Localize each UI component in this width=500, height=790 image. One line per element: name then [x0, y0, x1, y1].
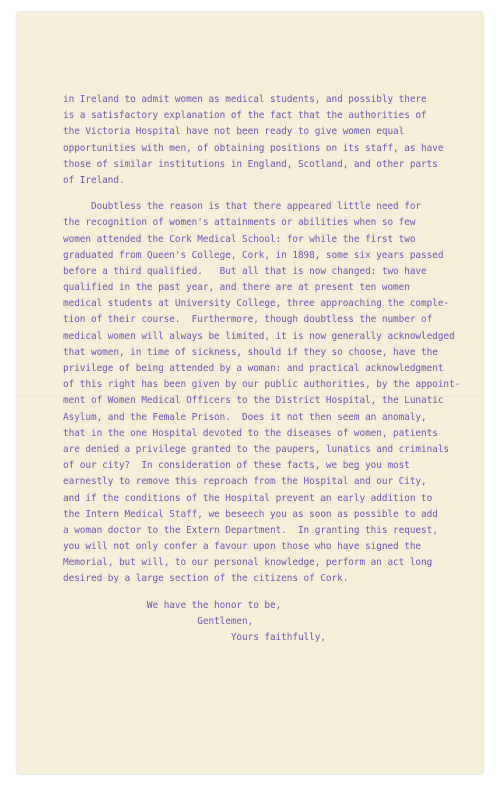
- closing-line-salutation: Gentlemen,: [63, 615, 254, 627]
- text-line: medical women will always be limited, it is now generally acknowledged: [63, 330, 455, 342]
- text-line: that in the one Hospital devoted to the diseases of women, patients: [63, 427, 438, 439]
- text-line: privilege of being attended by a woman: and practical acknowledgment: [63, 363, 444, 374]
- text-line: you will not only confer a favour upon those who have signed the: [63, 541, 422, 553]
- text-line: in Ireland to admit women as medical students, and possibly there: [63, 94, 427, 105]
- text-line: are denied a privilege granted to the paupers, lunatics and criminals: [63, 443, 450, 455]
- text-line: Doubtless the reason is that there appeared little need for: [63, 201, 422, 213]
- closing-line-honor: We have the honor to be,: [63, 599, 282, 611]
- paragraph-gap: [63, 189, 473, 199]
- text-line: the Victoria Hospital have not been ready to give women equal: [63, 126, 405, 138]
- text-line: tion of their course. Furthermore, though doubtless the number of: [63, 314, 433, 326]
- text-line: opportunities with men, of obtaining positions on its staff, as have: [63, 142, 444, 154]
- text-line: Memorial, but will, to our personal knowledge, perform an act long: [63, 557, 433, 569]
- text-line: of Ireland.: [63, 174, 125, 186]
- text-line: Asylum, and the Female Prison. Does it not then seem an anomaly,: [63, 411, 427, 423]
- closing-line-signoff: Yours faithfully,: [63, 632, 326, 643]
- letter-page: [17, 12, 483, 774]
- text-line: earnestly to remove this reproach from the Hospital and our City,: [63, 476, 427, 488]
- paragraph-1: [63, 92, 473, 189]
- paragraph-2: [63, 199, 473, 588]
- text-line: and if the conditions of the Hospital prevent an early addition to: [63, 492, 433, 504]
- text-line: of our city? In consideration of these facts, we beg you most: [63, 460, 410, 472]
- text-line: a woman doctor to the Extern Department. In granting this request,: [63, 524, 438, 536]
- text-line: the Intern Medical Staff, we beseech you as soon as possible to add: [63, 508, 438, 520]
- text-line: before a third qualified. But all that is now changed: two have: [63, 265, 427, 277]
- text-line: qualified in the past year, and there are at present ten women: [63, 282, 410, 294]
- text-line: of this right has been given by our public authorities, by the appoint-: [63, 379, 461, 391]
- text-line: ment of Women Medical Officers to the District Hospital, the Lunatic: [63, 395, 444, 407]
- text-line: desired by a large section of the citizens of Cork.: [63, 573, 349, 585]
- text-line: that women, in time of sickness, should if they so choose, have the: [63, 346, 438, 358]
- closing-block: [63, 598, 473, 647]
- text-line: medical students at University College, three approaching the comple-: [63, 298, 450, 310]
- letter-body: [63, 92, 473, 646]
- text-line: is a satisfactory explanation of the fact that the authorities of: [63, 110, 427, 122]
- text-line: the recognition of women's attainments or abilities when so few: [63, 217, 416, 229]
- text-line: graduated from Queen's College, Cork, in 1898, some six years passed: [63, 249, 444, 261]
- text-line: women attended the Cork Medical School: for while the first two: [63, 233, 416, 245]
- text-line: those of similar institutions in England, Scotland, and other parts: [63, 158, 438, 170]
- paragraph-gap: [63, 588, 473, 598]
